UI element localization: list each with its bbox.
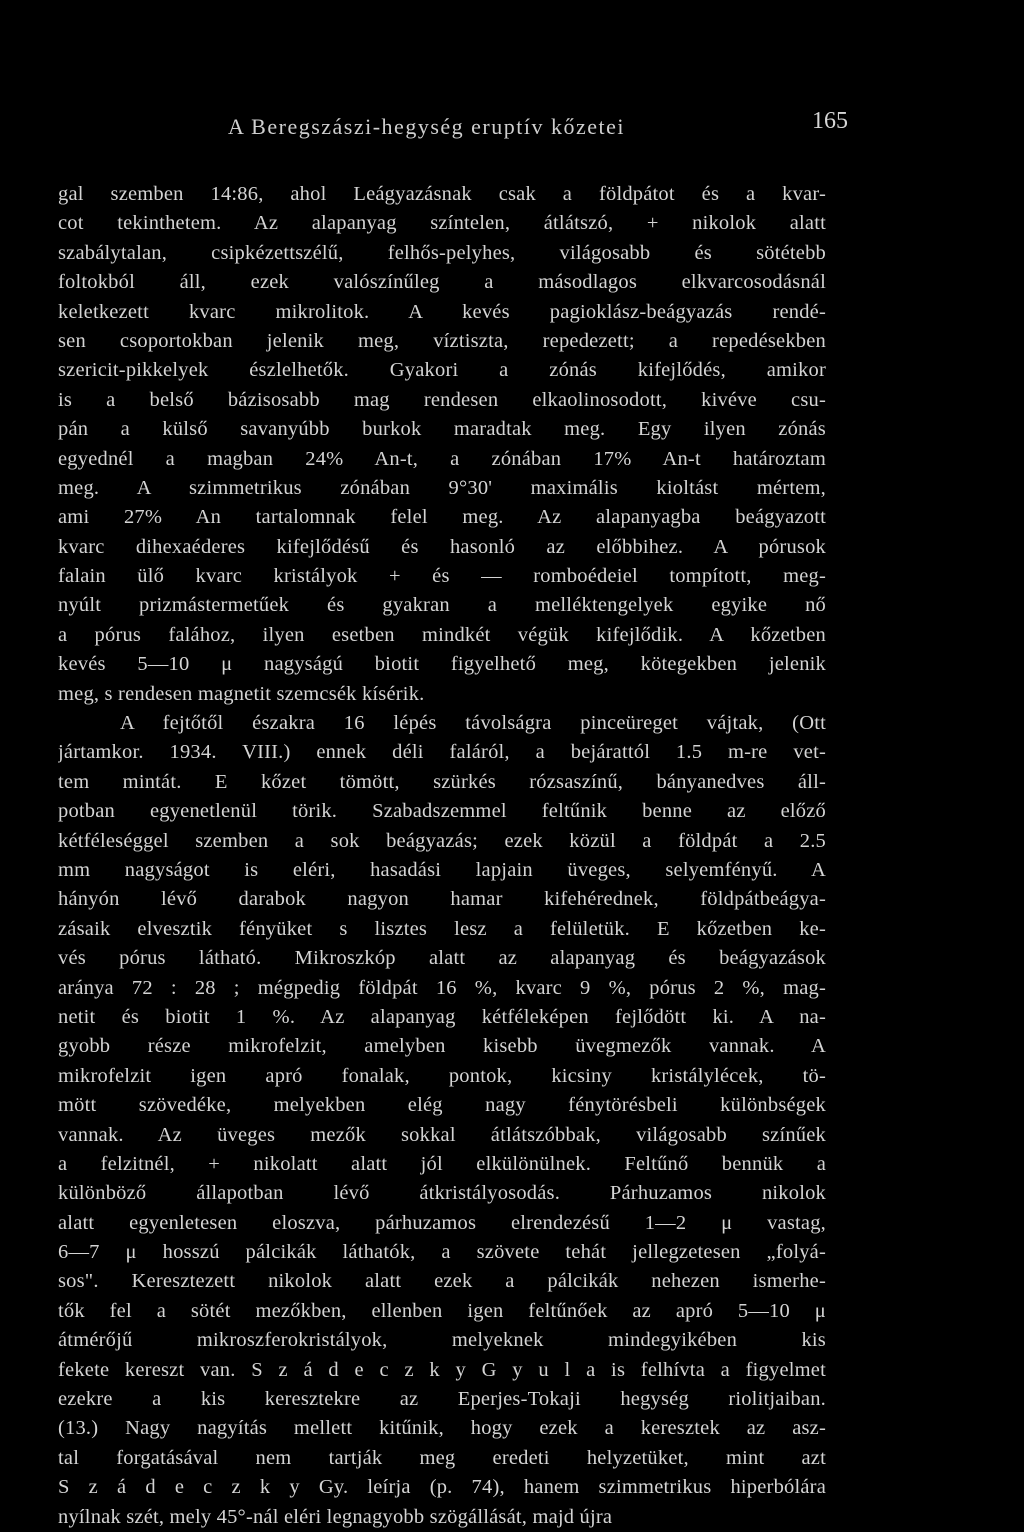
text-line: tem mintát. E kőzet tömött, szürkés rózsaszínű, bányanedves áll- [58, 770, 826, 793]
text-line: vés pórus látható. Mikroszkóp alatt az alapanyag és beágyazások [58, 947, 826, 970]
text-line: falain ülő kvarc kristályok + és — romboédeiel tompított, meg- [58, 565, 826, 588]
text-line: a pórus falához, ilyen esetben mindkét végük kifejlődik. A kőzetben [58, 623, 826, 646]
text-line: meg, s rendesen magnetit szemcsék kísérik. [58, 682, 425, 705]
text-line: szabálytalan, csipkézettszélű, felhős-pelyhes, világosabb és sötétebb [58, 241, 826, 264]
text-line: foltokból áll, ezek valószínűleg a másodlagos elkvarcosodásnál [58, 271, 826, 294]
text-line: szericit-pikkelyek észlelhetők. Gyakori a zónás kifejlődés, amikor [58, 359, 826, 382]
text-line: S z á d e c z k y Gy. leírja (p. 74), hanem szimmetrikus hiperbólára [58, 1476, 826, 1499]
text-line: ami 27% An tartalomnak felel meg. Az alapanyagba beágyazott [58, 506, 826, 529]
text-line: netit és biotit 1 %. Az alapanyag kétféleképen fejlődött ki. A na- [58, 1005, 826, 1028]
body-text [58, 180, 826, 1532]
text-line: A fejtőtől északra 16 lépés távolságra pinceüreget vájtak, (Ott [120, 712, 826, 735]
paragraph [58, 709, 826, 1532]
text-line: a felzitnél, + nikolatt alatt jól elkülönülnek. Feltűnő bennük a [58, 1152, 826, 1175]
text-line: hányón lévő darabok nagyon hamar kifehérednek, földpátbeágya- [58, 888, 826, 911]
text-line: átmérőjű mikroszferokristályok, melyeknek mindegyikében kis [58, 1329, 826, 1352]
text-line: aránya 72 : 28 ; mégpedig földpát 16 %, kvarc 9 %, pórus 2 %, mag- [58, 976, 826, 999]
text-line: is a belső bázisosabb mag rendesen elkaolinosodott, kivéve csu- [58, 388, 826, 411]
running-head [58, 108, 848, 148]
text-line: pán a külső savanyúbb burkok maradtak meg. Egy ilyen zónás [58, 418, 826, 441]
text-line: mm nagyságot is eléri, hasadási lapjain üveges, selyemfényű. A [58, 858, 826, 881]
text-line: tők fel a sötét mezőkben, ellenben igen feltűnőek az apró 5—10 μ [58, 1299, 826, 1322]
text-line: kétféleséggel szemben a sok beágyazás; ezek közül a földpát a 2.5 [58, 829, 826, 852]
text-line: cot tekinthetem. Az alapanyag színtelen, átlátszó, + nikolok alatt [58, 212, 826, 235]
text-line: zásaik elvesztik fényüket s lisztes lesz a felületük. E kőzetben ke- [58, 917, 826, 940]
text-line: meg. A szimmetrikus zónában 9°30' maximális kioltást mértem, [58, 476, 826, 499]
text-line: potban egyenetlenül törik. Szabadszemmel feltűnik benne az előző [58, 800, 826, 823]
text-line: nyílnak szét, mely 45°-nál eléri legnagyobb szögállását, majd újra [58, 1505, 613, 1528]
text-line: egyednél a magban 24% An-t, a zónában 17% An-t határoztam [58, 447, 826, 470]
text-line: sen csoportokban jelenik meg, víztiszta, repedezett; a repedésekben [58, 329, 826, 352]
text-line: mött szövedéke, melyekben elég nagy fénytörésbeli különbségek [58, 1094, 826, 1117]
paragraph [58, 180, 826, 709]
text-line: jártamkor. 1934. VIII.) ennek déli faláról, a bejárattól 1.5 m-re vet- [58, 741, 826, 764]
page-number: 165 [812, 108, 848, 134]
text-line: kevés 5—10 μ nagyságú biotit figyelhető meg, kötegekben jelenik [58, 653, 826, 676]
text-line: kvarc dihexaéderes kifejlődésű és hasonló az előbbihez. A pórusok [58, 535, 826, 558]
text-line: vannak. Az üveges mezők sokkal átlátszóbbak, világosabb színűek [58, 1123, 826, 1146]
text-line: fekete kereszt van. S z á d e c z k y G y u l a is felhívta a figyelmet [58, 1358, 826, 1381]
text-line: (13.) Nagy nagyítás mellett kitűnik, hogy ezek a keresztek az asz- [58, 1417, 826, 1440]
text-line: keletkezett kvarc mikrolitok. A kevés pagioklász-beágyazás rendé- [58, 300, 826, 323]
text-line: gal szemben 14:86, ahol Leágyazásnak csak a földpátot és a kvar- [58, 183, 826, 205]
text-line: alatt egyenletesen eloszva, párhuzamos elrendezésű 1—2 μ vastag, [58, 1211, 826, 1234]
text-line: nyúlt prizmástermetűek és gyakran a melléktengelyek egyike nő [58, 594, 826, 617]
text-line: tal forgatásával nem tartják meg eredeti helyzetüket, mint azt [58, 1446, 826, 1469]
text-line: sos". Keresztezett nikolok alatt ezek a pálcikák nehezen ismerhe- [58, 1270, 826, 1293]
text-line: különböző állapotban lévő átkristályosodás. Párhuzamos nikolok [58, 1182, 826, 1205]
text-line: 6—7 μ hosszú pálcikák láthatók, a szövete tehát jellegzetesen „folyá- [58, 1241, 826, 1264]
text-line: ezekre a kis keresztekre az Eperjes-Tokaji hegység riolitjaiban. [58, 1388, 826, 1411]
text-line: mikrofelzit igen apró fonalak, pontok, kicsiny kristálylécek, tö- [58, 1064, 826, 1087]
text-line: gyobb része mikrofelzit, amelyben kisebb üvegmezők vannak. A [58, 1035, 826, 1058]
running-title: A Beregszászi-hegység eruptív kőzetei [228, 114, 625, 139]
